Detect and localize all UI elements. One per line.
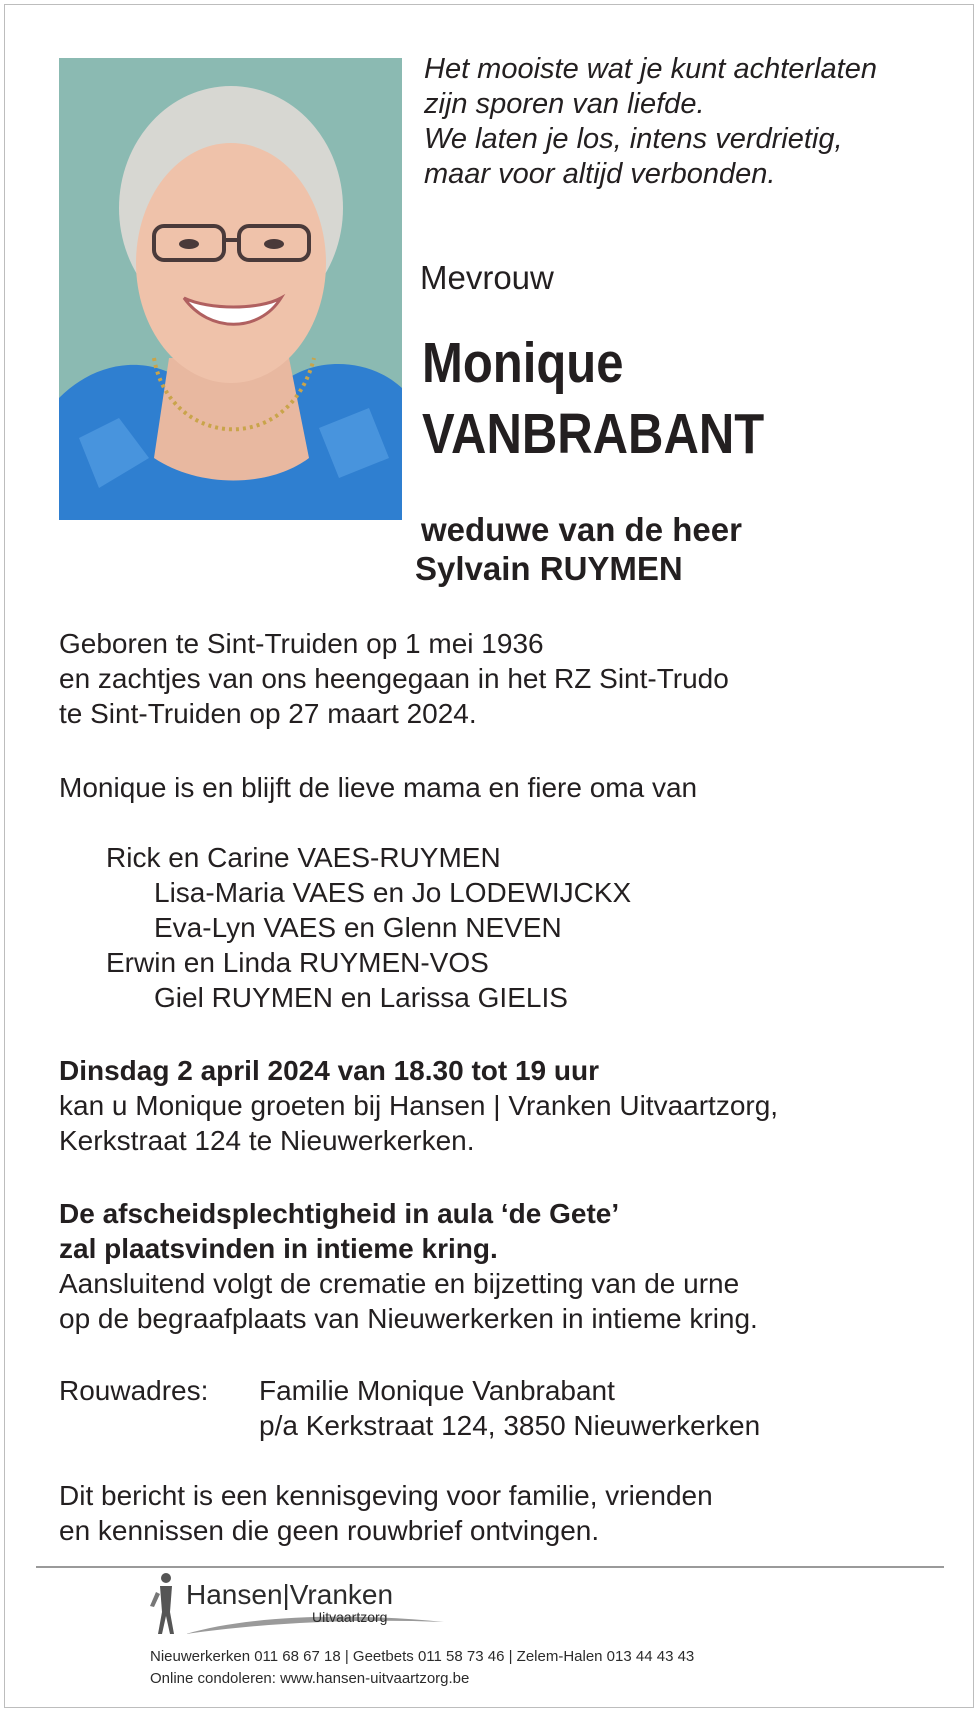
first-name: Monique <box>422 331 624 395</box>
family-member: Giel RUYMEN en Larissa GIELIS <box>154 982 568 1013</box>
text-line: en zachtjes van ons heengegaan in het RZ Sint-Trudo <box>59 663 729 694</box>
text-line: Kerkstraat 124 te Nieuwerkerken. <box>59 1125 475 1156</box>
logo-subtitle: Uitvaartzorg <box>312 1609 388 1625</box>
quote-line: zijn sporen van liefde. <box>424 88 705 120</box>
ceremony-info <box>59 1196 758 1336</box>
visitation-heading: Dinsdag 2 april 2024 van 18.30 tot 19 uur <box>59 1055 599 1086</box>
birth-death-text <box>59 626 729 731</box>
address-label: Rouwadres: <box>59 1375 209 1406</box>
phone-numbers: Nieuwerkerken 011 68 67 18 | Geetbets 011 58 73 46 | Zelem-Halen 013 44 43 43 <box>150 1648 695 1665</box>
spouse-info <box>415 510 742 588</box>
quote-line: maar voor altijd verbonden. <box>424 158 776 190</box>
memorial-quote <box>424 52 877 192</box>
address-line: p/a Kerkstraat 124, 3850 Nieuwerkerken <box>259 1410 761 1441</box>
family-member: Erwin en Linda RUYMEN-VOS <box>106 947 489 978</box>
text-line: op de begraafplaats van Nieuwerkerken in intieme kring. <box>59 1303 758 1334</box>
text-line: Dit bericht is een kennisgeving voor familie, vrienden <box>59 1480 713 1511</box>
spouse-name: Sylvain RUYMEN <box>415 550 683 587</box>
family-intro: Monique is en blijft de lieve mama en fiere oma van <box>59 772 698 803</box>
ceremony-heading: De afscheidsplechtigheid in aula ‘de Gete’ <box>59 1198 620 1229</box>
quote-line: Het mooiste wat je kunt achterlaten <box>424 53 877 85</box>
online-condolences: Online condoleren: www.hansen-uitvaartzorg.be <box>150 1670 470 1687</box>
last-name: VANBRABANT <box>422 402 765 466</box>
text-line: kan u Monique groeten bij Hansen | Vranken Uitvaartzorg, <box>59 1090 779 1121</box>
text-line: te Sint-Truiden op 27 maart 2024. <box>59 698 477 729</box>
notice-text <box>59 1478 713 1548</box>
deceased-name <box>422 328 764 470</box>
text-line: en kennissen die geen rouwbrief ontvingen. <box>59 1515 600 1546</box>
visitation-info <box>59 1053 778 1158</box>
family-list <box>106 840 631 1015</box>
family-member: Rick en Carine VAES-RUYMEN <box>106 842 501 873</box>
portrait-photo <box>59 58 402 520</box>
footer-contacts <box>150 1646 694 1690</box>
family-member: Lisa-Maria VAES en Jo LODEWIJCKX <box>154 877 632 908</box>
honorific: Mevrouw <box>420 259 554 296</box>
funeral-home-logo-icon <box>146 1572 186 1638</box>
footer-divider <box>36 1566 944 1568</box>
logo-wordmark: Hansen|Vranken <box>186 1579 394 1610</box>
portrait-illustration <box>59 58 402 520</box>
quote-line: We laten je los, intens verdrietig, <box>424 123 843 155</box>
address-line: Familie Monique Vanbrabant <box>259 1375 615 1406</box>
text-line: Aansluitend volgt de crematie en bijzetting van de urne <box>59 1268 740 1299</box>
family-member: Eva-Lyn VAES en Glenn NEVEN <box>154 912 562 943</box>
spouse-line: weduwe van de heer <box>421 511 742 548</box>
ceremony-heading: zal plaatsvinden in intieme kring. <box>59 1233 498 1264</box>
text-line: Geboren te Sint-Truiden op 1 mei 1936 <box>59 628 544 659</box>
mourning-address <box>59 1373 760 1443</box>
